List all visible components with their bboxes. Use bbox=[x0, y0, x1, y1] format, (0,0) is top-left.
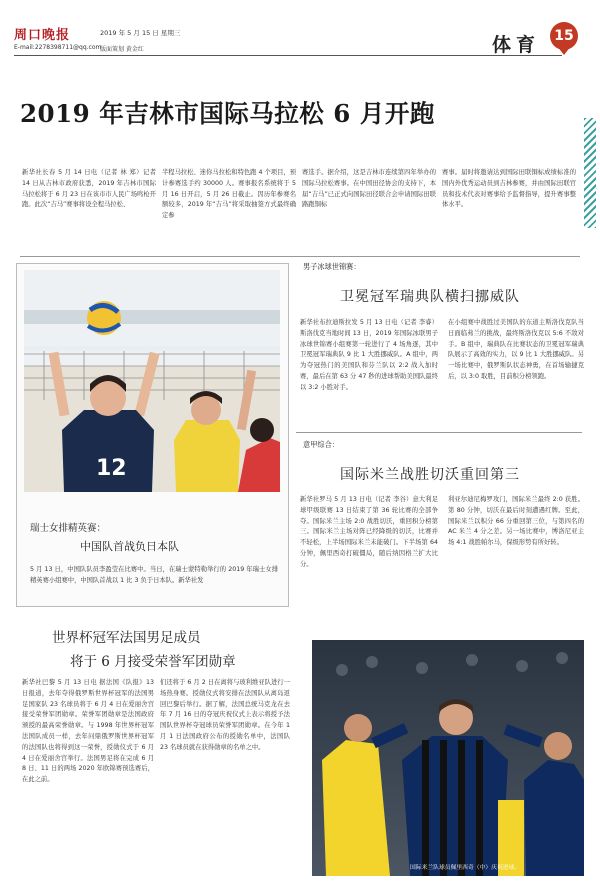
volleyball-photo bbox=[24, 270, 280, 492]
seriea-kicker: 意甲综合： bbox=[303, 440, 339, 449]
football-photo bbox=[312, 640, 584, 876]
hockey-headline: 卫冕冠军瑞典队横扫挪威队 bbox=[340, 289, 520, 305]
article-divider bbox=[20, 256, 580, 257]
marathon-article-col4: 赛事。届时将邀请达到国际田联铜标成绩标准的国内外优秀运动员到吉林参赛，并由国际田联官员和技术代表对赛事给予监督指导，提升赛事整体水平。 bbox=[442, 169, 576, 209]
worldcup-article-col2: 们还将于 6 月 2 日在离将与玻利维亚队进行一场热身赛。授勋仪式将安排在法国队从离岛返回巴黎后举行。据了解，法国总统马克龙在去年 7 月 16 日的夺冠庆祝仪式上表示将授予法国队世界杯夺冠球员荣誉军团勋章。在今年 1 月 1 日法国政府公布的授勋名单中，法国队 23 名球员就在获得勋章的名单之中。 bbox=[160, 679, 290, 751]
worldcup-article-col1: 新华社巴黎 5 月 13 日电 据法国《队报》13 日报道，去年夺得俄罗斯世界杯冠军的法国男足国家队 23 名球员将于 6 月 4 日在爱丽舍宫接受荣誉军团勋章。荣誉军团勋章是法国政府颁授的最高荣誉勋章。与 1998 年世界杯冠军法国队成员一样，去年问鼎俄罗斯世界杯冠军的法国队也将得到这一荣誉，授勋仪式于 6 月 4 日在爱丽舍宫举行。法国男足将在完成 6 月 8 日、11 日的两场 2020 年欧锦赛预选赛后，在此之前。 bbox=[22, 679, 154, 784]
newspaper-logo: 周口晚报 bbox=[14, 28, 71, 43]
seriea-headline: 国际米兰战胜切沃重回第三 bbox=[340, 467, 520, 483]
volleyball-title-line1: 瑞士女排精英赛： bbox=[30, 523, 107, 534]
article-divider bbox=[296, 432, 582, 433]
svg-text:12: 12 bbox=[96, 456, 127, 481]
volleyball-caption: 5 月 13 日，中国队队员李盈莹在比赛中。当日，在瑞士蒙特勒举行的 2019 年瑞士女排精英赛小组赛中，中国队首战以 1 比 3 负于日本队。新华社发 bbox=[30, 566, 278, 584]
hockey-article-col2: 在小组赛中战胜过美国队的东道主斯洛伐克队当日面临弗兰的挑战，最终斯洛伐克以 5:6 不敌对手。B 组中，瑞典队在比赛状态的卫冕冠军瑞典队展示了高效的实力，以 9 比 1 大胜挪威队。另一场比赛中，俄罗斯队状态神勇，在首场输捷克后，以 3:0 取胜，目前积分榜领跑。 bbox=[448, 319, 584, 380]
issue-date: 2019 年 5 月 15 日 星期三 bbox=[100, 29, 181, 37]
marathon-article-col2: 半程马拉松、迷你马拉松和特色跑 4 个项目，预计参赛选手约 30000 人。赛事报名系统将于 5 月 16 日开启，5 月 26 日截止。因历年参赛名额较多，2019 年“吉马”将采取抽签方式最终确定参 bbox=[162, 169, 296, 220]
worldcup-headline-line2: 将于 6 月接受荣誉军团勋章 bbox=[70, 654, 236, 670]
marathon-article-col1: 新华社长春 5 月 14 日电（记者 林 郑）记者 14 日从吉林市政府获悉，2019 年吉林市国际马拉松将于 6 月 23 日在该市市人民广场鸣枪开跑。此次“吉马”赛事将设全程马拉松、 bbox=[22, 169, 156, 209]
hockey-kicker: 男子冰球世锦赛： bbox=[303, 262, 361, 271]
volleyball-title-line2: 中国队首战负日本队 bbox=[80, 540, 179, 553]
section-title: 体育 bbox=[492, 34, 541, 56]
football-caption: 国际米兰队球员佩里西奇（中）庆祝进球。 bbox=[410, 865, 521, 871]
worldcup-headline-line1: 世界杯冠军法国男足成员 bbox=[52, 630, 201, 646]
masthead-divider bbox=[14, 55, 562, 56]
seriea-article-col1: 新华社罗马 5 月 13 日电（记者 李谷）意大利足球甲级联赛 13 日结束了第 36 轮比赛的全部争夺。国际米兰主场 2:0 战胜切沃，重回积分榜第三。国际米兰主场对阵已经降级的切沃，比赛并不轻松，上半场国际米兰未能破门。下半场第 64 分钟，佩里西奇打破僵局，随后纳因格兰扩大比分。 bbox=[300, 496, 438, 568]
contact-email: E-mail:2278398711@qq.com bbox=[14, 44, 102, 51]
seriea-article-col2: 利亚尔迪尼梅罗攻门，国际米兰最终 2:0 获胜。第 80 分钟，切沃在最后时刻遭遇红牌。至此，国际米兰以积分 66 分重回第三位，与第四名的 AC 米兰 4 分之差。另一场比赛中，博洛尼亚主场 4:1 战胜帕尔马，保级形势有所好转。 bbox=[448, 496, 584, 547]
hockey-article-col1: 新华社布拉迪斯拉发 5 月 13 日电（记者 李睿）斯洛伐克当地时间 13 日，2019 年国际冰联男子冰球世锦赛小组赛第一轮进行了 4 场角逐，其中卫冕冠军瑞典队 9 比 1 大胜挪威队。A 组中，两为夺冠热门的美国队和芬兰队以 2:2 战入加时赛，最后在第 63 分 47 秒的进球帮助美国队最终以 3:2 小胜对手。 bbox=[300, 319, 438, 391]
decorative-stripes bbox=[584, 118, 596, 228]
page-number-badge: 15 bbox=[550, 22, 578, 50]
page-editor: 版面策划 黄金红 bbox=[100, 46, 144, 53]
main-headline: 2019 年吉林市国际马拉松 6 月开跑 bbox=[20, 99, 435, 128]
marathon-article-col3: 赛选手。据介绍，这是吉林市连续第四年举办的国际马拉松赛事。在中国田径协会的支持下，本届“吉马”已正式向国际田径联合会申请国际田联路跑铜标 bbox=[302, 169, 436, 209]
